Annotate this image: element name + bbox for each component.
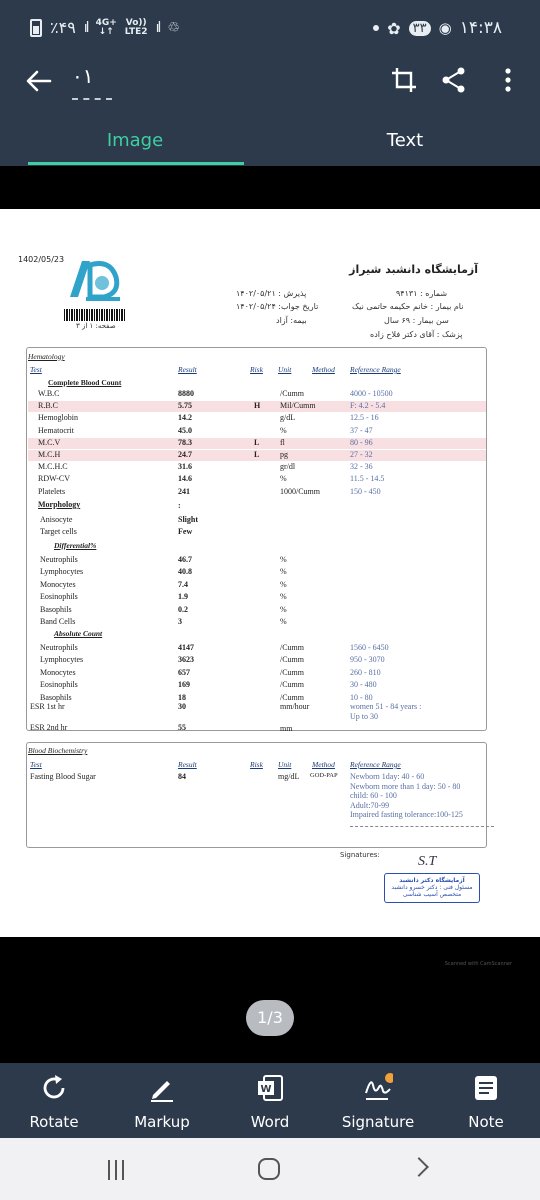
cbc-ref: 32 - 36 — [350, 462, 373, 472]
header-result-2: Result — [178, 760, 197, 769]
section-title-biochemistry: Blood Biochemistry — [28, 746, 88, 755]
morphology-colon: : — [178, 501, 181, 510]
absolute-test: Neutrophils — [40, 643, 78, 652]
cbc-unit: Mil/Cumm — [280, 401, 316, 411]
cbc-ref: 150 - 450 — [350, 486, 381, 496]
absolute-result: 18 — [178, 692, 186, 702]
reception-date: پذیرش : ۱۴۰۲/۰۵/۲۱ — [236, 289, 307, 298]
differential-unit: % — [280, 579, 287, 589]
word-button[interactable] — [225, 1073, 315, 1131]
word-icon — [255, 1073, 285, 1103]
differential-result: 3 — [178, 617, 182, 626]
fbs-unit: mg/dL — [278, 772, 300, 781]
cbc-unit: pg — [280, 450, 288, 459]
cbc-risk: L — [254, 450, 260, 459]
header-reference-2: Reference Range — [350, 760, 401, 769]
morphology-result: Few — [178, 527, 193, 536]
signature: S.T — [418, 854, 437, 869]
markup-label: Markup — [134, 1113, 190, 1131]
chat-icon: ◉ — [438, 19, 452, 37]
recycle-icon: ♲ — [167, 19, 180, 36]
cbc-ref: 37 - 47 — [350, 425, 373, 435]
morphology-result: Slight — [178, 515, 199, 524]
crop-icon — [390, 66, 418, 94]
absolute-unit: /Cumm — [280, 655, 305, 665]
fbs-ref-line: child: 60 - 100 — [350, 791, 397, 800]
fbs-result: 84 — [178, 772, 186, 781]
cbc-test: Hematocrit — [38, 425, 74, 435]
tab-text[interactable]: Text — [386, 130, 424, 151]
differential-unit: % — [280, 592, 287, 602]
cbc-unit: fl — [280, 437, 285, 447]
differential-result: 40.8 — [178, 567, 192, 577]
view-tabs — [0, 120, 540, 166]
cbc-unit: gr/dl — [280, 462, 296, 472]
absolute-unit: /Cumm — [280, 667, 305, 677]
header-risk-2: Risk — [250, 760, 263, 769]
status-bar — [0, 0, 540, 58]
rotate-icon — [39, 1073, 69, 1103]
cbc-result: 31.6 — [178, 462, 192, 472]
header-method-2: Method — [312, 760, 335, 769]
cbc-test: M.C.H.C — [38, 462, 68, 472]
cbc-unit: /Cumm — [280, 389, 305, 398]
note-button[interactable] — [441, 1073, 531, 1131]
battery-percent: ٪۴۹ — [50, 18, 76, 37]
more-options-button[interactable] — [494, 66, 522, 94]
patient-name: نام بیمار : خانم حکیمه حاتمی نیک — [352, 302, 464, 311]
esr1-unit: mm/hour — [280, 702, 310, 711]
differential-unit: % — [280, 555, 287, 564]
header-unit-2: Unit — [278, 760, 292, 769]
arrow-left-icon — [24, 64, 54, 98]
active-tab-indicator — [28, 162, 244, 165]
cbc-ref: 80 - 96 — [350, 437, 373, 447]
bottom-toolbar — [0, 1063, 540, 1138]
differential-unit: % — [280, 604, 287, 614]
absolute-ref: 950 - 3070 — [350, 655, 385, 665]
cbc-test: RDW-CV — [38, 474, 70, 484]
tab-image[interactable]: Image — [106, 130, 164, 151]
lab-stamp: آزمایشگاه دکتر دانشبد مسئول فنی : دکتر خسرو دانشبد متخصص آسیب شناسی — [384, 873, 480, 903]
absolute-ref: 1560 - 6450 — [350, 643, 389, 652]
cbc-unit: g/dL — [280, 413, 296, 423]
lab-logo-icon — [60, 257, 130, 305]
header-result: Result — [178, 365, 197, 374]
share-icon — [440, 66, 468, 94]
esr1-test: ESR 1st hr — [30, 702, 65, 711]
esr1-ref-line1: women 51 - 84 years : — [350, 702, 422, 711]
app-bar — [0, 58, 540, 108]
differential-test: Monocytes — [40, 579, 76, 589]
cbc-result: 241 — [178, 486, 190, 496]
absolute-ref: 10 - 80 — [350, 692, 373, 702]
esr1-result: 30 — [178, 702, 186, 711]
differential-test: Eosinophils — [40, 592, 78, 602]
differential-result: 7.4 — [178, 579, 188, 589]
document-viewer[interactable] — [0, 166, 540, 1063]
signature-label: Signature — [341, 1113, 415, 1131]
page-indicator: 1/3 — [246, 1000, 294, 1036]
fbs-ref-line: Impaired fasting tolerance:100-125 — [350, 810, 463, 819]
differential-test: Band Cells — [40, 617, 76, 626]
system-nav-bar — [0, 1138, 540, 1200]
differential-title: Differential% — [54, 541, 97, 550]
page-label: صفحه: ۱ از ۳ — [76, 322, 116, 330]
signature-button[interactable] — [333, 1073, 423, 1131]
differential-result: 0.2 — [178, 604, 188, 614]
back-button[interactable] — [24, 64, 54, 98]
cbc-test: M.C.V — [38, 437, 61, 447]
header-unit: Unit — [278, 365, 292, 374]
barcode — [64, 309, 126, 321]
cbc-test: W.B.C — [38, 389, 60, 398]
absolute-test: Monocytes — [40, 667, 76, 677]
absolute-result: 4147 — [178, 643, 194, 652]
cbc-test: Platelets — [38, 486, 66, 496]
lab-name: آزمایشگاه دانشبد شیراز — [349, 263, 478, 276]
rotate-label: Rotate — [29, 1113, 79, 1131]
cbc-ref: 4000 - 10500 — [350, 389, 393, 398]
word-label: Word — [250, 1113, 290, 1131]
differential-unit: % — [280, 567, 287, 577]
report-date: 1402/05/23 — [18, 255, 65, 264]
absolute-result: 169 — [178, 680, 190, 690]
esr1-ref-line2: Up to 30 — [350, 712, 378, 721]
cbc-unit: 1000/Cumm — [280, 486, 321, 496]
absolute-ref: 260 - 810 — [350, 667, 381, 677]
cbc-test: Hemoglobin — [38, 413, 78, 423]
differential-test: Basophils — [40, 604, 72, 614]
battery-icon — [30, 19, 42, 37]
morphology-title: Morphology — [38, 500, 81, 509]
absolute-ref: 30 - 480 — [350, 680, 377, 690]
answer-date: تاریخ جواب: ۱۴۰۲/۰۵/۲۴ — [236, 302, 319, 311]
volte-indicator: Vo)) LTE2 — [124, 17, 148, 37]
share-button[interactable] — [440, 66, 468, 94]
differential-test: Neutrophils — [40, 555, 78, 564]
scanned-page[interactable] — [0, 209, 540, 967]
more-vert-icon — [494, 66, 522, 94]
header-reference: Reference Range — [350, 365, 401, 374]
signal-icon: ıl — [83, 19, 88, 36]
rotate-button[interactable] — [9, 1073, 99, 1131]
patient-number: شماره : ۹۴۱۳۱ — [396, 289, 448, 298]
cbc-title: Complete Blood Count — [48, 378, 122, 387]
signature-icon — [363, 1073, 393, 1103]
document-title[interactable]: ۰۱ — [72, 64, 94, 88]
pen-icon — [147, 1073, 177, 1103]
clock: ۱۴:۳۸ — [459, 18, 502, 38]
cbc-ref: 12.5 - 16 — [350, 413, 379, 423]
cbc-risk: H — [254, 401, 261, 411]
cbc-result: 14.2 — [178, 413, 192, 423]
cbc-result: 8880 — [178, 389, 194, 398]
patient-age: سن بیمار : ۶۹ سال — [384, 316, 449, 325]
back-chevron-icon[interactable] — [409, 1157, 429, 1177]
note-icon — [471, 1073, 501, 1103]
title-underline — [72, 98, 112, 100]
home-icon[interactable] — [258, 1158, 280, 1180]
recent-apps-icon[interactable] — [108, 1160, 128, 1180]
status-left — [30, 18, 180, 37]
signatures-label: Signatures: — [340, 851, 380, 859]
fbs-ref-line: Newborn 1day: 40 - 60 — [350, 772, 425, 781]
esr2-result: 55 — [178, 723, 186, 732]
absolute-result: 657 — [178, 667, 190, 677]
fbs-ref-line: Newborn more than 1 day: 50 - 80 — [350, 781, 461, 791]
notification-count-badge: ۳۳ — [409, 21, 431, 36]
doctor-name: پزشک : آقای دکتر فلاح زاده — [370, 330, 463, 339]
crop-button[interactable] — [390, 66, 418, 94]
absolute-result: 3623 — [178, 655, 194, 665]
differential-unit: % — [280, 617, 287, 626]
status-right — [373, 18, 502, 38]
absolute-unit: /Cumm — [280, 692, 305, 702]
note-label: Note — [468, 1113, 504, 1131]
insurance: بیمه: آزاد — [276, 316, 307, 325]
notification-dot-icon — [373, 25, 379, 31]
absolute-test: Eosinophils — [40, 680, 78, 690]
cbc-ref: 11.5 - 14.5 — [350, 474, 385, 484]
differential-result: 46.7 — [178, 555, 192, 564]
differential-test: Lymphocytes — [40, 567, 84, 577]
differential-result: 1.9 — [178, 592, 188, 602]
network-type: 4G+ ↓↑ — [95, 17, 117, 37]
header-test-2: Test — [30, 760, 42, 769]
morphology-test: Anisocyte — [40, 515, 73, 524]
cbc-ref: F: 4.2 - 5.4 — [350, 401, 386, 411]
absolute-unit: /Cumm — [280, 643, 305, 652]
scanner-watermark: Scanned with CamScanner — [444, 961, 512, 967]
cbc-result: 14.6 — [178, 474, 192, 484]
svg-text:W: W — [260, 1084, 272, 1095]
biochemistry-section — [26, 742, 487, 848]
cbc-result: 78.3 — [178, 437, 192, 447]
cbc-result: 24.7 — [178, 450, 192, 459]
esr2-test: ESR 2nd hr — [30, 723, 68, 732]
cbc-result: 5.75 — [178, 401, 192, 411]
cbc-unit: % — [280, 425, 287, 435]
fbs-ref-divider — [350, 826, 494, 827]
section-title-hematology: Hematology — [28, 352, 65, 361]
header-method: Method — [312, 365, 335, 374]
morphology-test: Target cells — [40, 527, 77, 536]
cbc-unit: % — [280, 474, 287, 484]
fbs-ref-line: Adult:70-99 — [350, 800, 390, 810]
absolute-unit: /Cumm — [280, 680, 305, 690]
cbc-ref: 27 - 32 — [350, 450, 373, 459]
sync-icon: ✿ — [387, 18, 401, 38]
fbs-method: GOD-PAP — [310, 772, 338, 779]
cbc-test: M.C.H — [38, 450, 61, 459]
absolute-title: Absolute Count — [54, 629, 103, 638]
esr2-unit: mm — [280, 724, 293, 733]
header-risk: Risk — [250, 365, 263, 374]
fbs-test: Fasting Blood Sugar — [30, 772, 96, 781]
cbc-result: 45.0 — [178, 425, 192, 435]
cbc-test: R.B.C — [38, 401, 59, 411]
signal-icon-2: ıl — [155, 19, 160, 36]
cbc-risk: L — [254, 437, 260, 447]
absolute-test: Lymphocytes — [40, 655, 84, 665]
absolute-test: Basophils — [40, 692, 72, 702]
markup-button[interactable] — [117, 1073, 207, 1131]
header-test: Test — [30, 365, 42, 374]
